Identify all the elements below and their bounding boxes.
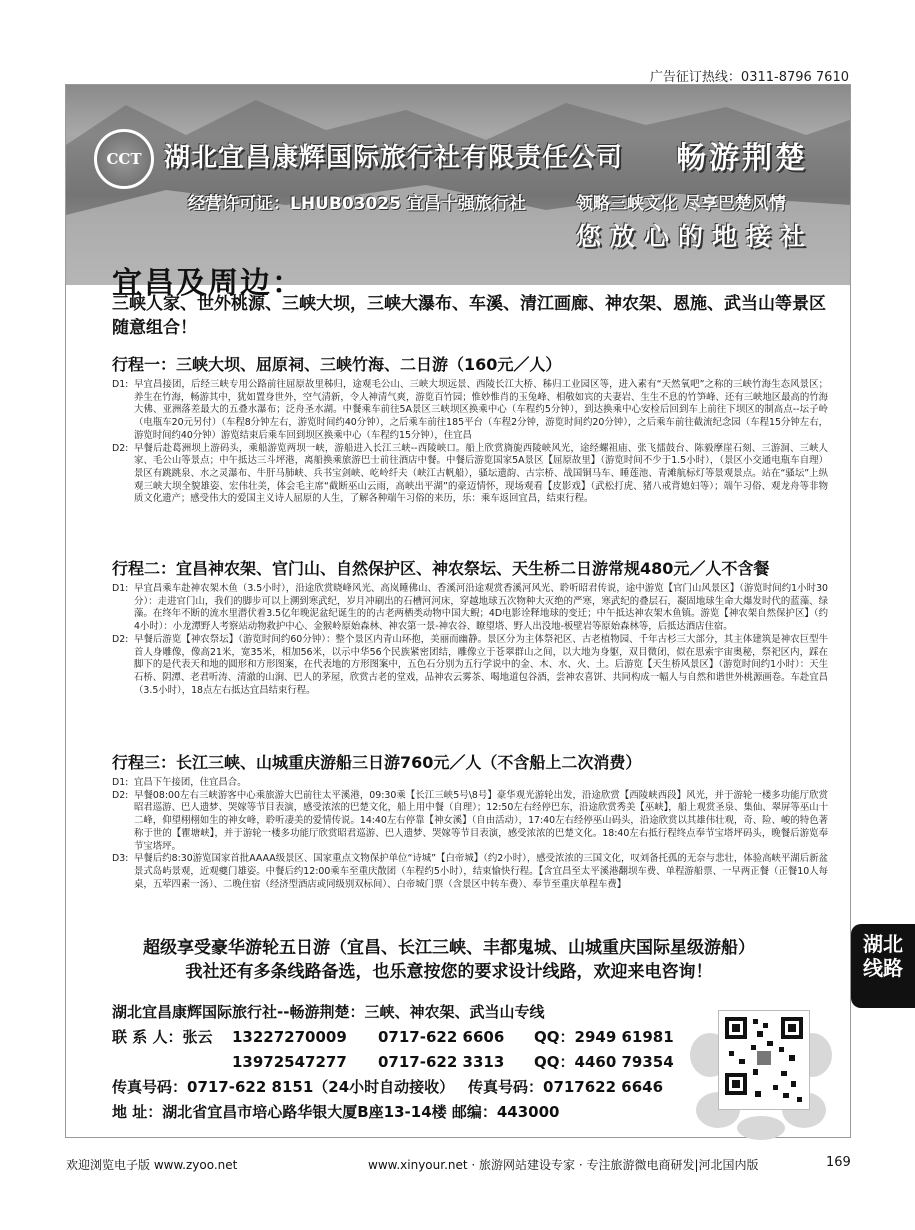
route-3 xyxy=(112,750,828,891)
fax-number: 传真号码：0717-622 8151（24小时自动接收） xyxy=(112,1078,455,1096)
promo-block xyxy=(84,936,814,984)
route-title: 行程二：宜昌神农架、官门山、自然保护区、神农祭坛、天生桥二日游常规480元／人不含餐 xyxy=(112,559,770,578)
route-day: D1: 宜昌下午接团，住宜昌合。 xyxy=(112,777,247,788)
qq-number[interactable]: QQ：4460 79354 xyxy=(534,1053,674,1071)
fax-row xyxy=(112,1075,682,1100)
contact-person: 联 系 人：张云 xyxy=(112,1028,213,1046)
contact-block xyxy=(112,1000,682,1125)
contact-heading: 湖北宜昌康辉国际旅行社--畅游荆楚：三峡、神农架、武当山专线 xyxy=(112,1003,545,1021)
route-day: D1: 早宜昌接团，后经三峡专用公路前往屈原故里秭归，途观毛公山、三峡大坝远景、西陵长江大桥、秭归工业园区等，进入素有“天然氧吧”之称的三峡竹海生态风景区；养生在竹海，畅游其中，犹如置身世外，空气清新，令人神清气爽，游览百竹园；惟妙惟肖的玉兔峰、相敬如宾的夫妻岩、生生不息的竹笋峰、还有三峡地区最高的竹海大佛、亚洲落差最大的五叠水瀑布；泛舟圣水湖。中餐乘车前往5A景区三峡坝区换乘中心（车程约5分钟），到达换乘中心安检后回到车上前往下坝区的制高点--坛子岭（电瓶车20元另付）（车程8分钟左右，游览时间约40分钟），之后乘车前往185平台（车程2分钟，游览时间约20分钟），之后乘车前往截流纪念园（车程15分钟左右，游览时间约40分钟）游览结束后乘车回到坝区换乘中心（车程约15分钟），住宜昌 xyxy=(112,379,828,441)
route-day: D3: 早餐后约8:30游览国家首批AAAA级景区、国家重点文物保护单位“诗城”【白帝城】（约2小时），感受浓浓的三国文化，叹刘备托孤的无奈与悲壮，体验高峡平湖后新盆景式岛屿景观，近观夔门雄姿。中餐后约12:00乘车至重庆散团（车程约5小时），结束愉快行程。【含宜昌至太平溪港翻坝车费、单程游船票、一早两正餐（正餐10人每桌，五荤四素一汤）、二晚住宿（经济型酒店或同级别双标间）、白帝城门票（含景区中转车费）、奉节至重庆单程车费】 xyxy=(112,853,828,890)
route-1 xyxy=(112,352,828,506)
mobile-number[interactable]: 13972547277 xyxy=(232,1053,347,1071)
contact-row-2 xyxy=(112,1050,682,1075)
page-number: 169 xyxy=(826,1155,851,1170)
route-day: D2: 早餐后游览【神农祭坛】（游览时间约60分钟）：整个景区内青山环抱，美丽而幽静。景区分为主体祭祀区、古老植物园、千年古杉三大部分，其主体建筑是神农巨型牛首人身雕像，像高21米，宽35米，相加56米，以示中华56个民族紧密团结，雕像立于苍翠群山之间，以大地为身躯，双目微闭，似在思索宇宙奥秘，祭祀区内，踩在脚下的是代表天和地的圆形和方形图案，在代表地的方形图案中，五色石分别为五行学说中的金、木、水、火、土。后游览【天生桥风景区】（游览时间约1小时）：天生石桥、阴潭、老君听涛、清澈的山涧、巴人的茅屋，欣赏古老的堂戏，品神农云雾茶、喝地道包谷酒，尝神农喜饼、共同构成一幅人与自然和谐世外桃源画卷。车赴宜昌（3.5小时），18点左右抵达宜昌结束行程。 xyxy=(112,633,828,696)
license-number: 经营许可证：LHUB03025 宜昌十强旅行社 xyxy=(188,194,526,214)
mountain-background xyxy=(66,85,850,285)
telephone-number[interactable]: 0717-622 3313 xyxy=(378,1053,505,1071)
qr-code-icon xyxy=(719,1011,809,1109)
mobile-number[interactable]: 13227270009 xyxy=(232,1028,347,1046)
route-title: 行程三：长江三峡、山城重庆游船三日游760元／人（不含船上二次消费） xyxy=(112,753,642,772)
route-title: 行程一：三峡大坝、屈原祠、三峡竹海、二日游（160元／人） xyxy=(112,355,562,374)
intro-text: 三峡人家、世外桃源、三峡大坝，三峡大瀑布、车溪、清江画廊、神农架、恩施、武当山等景区随意组合！ xyxy=(112,294,826,338)
promo-line-1: 超级享受豪华游轮五日游（宜昌、长江三峡、丰都鬼城、山城重庆国际星级游船） xyxy=(143,938,755,958)
route-2 xyxy=(112,556,828,697)
telephone-number[interactable]: 0717-622 6606 xyxy=(378,1028,505,1046)
fax-number: 传真号码：0717622 6646 xyxy=(468,1078,664,1096)
section-tab-hubei-routes: 湖北 线路 xyxy=(851,924,915,1008)
footer-sponsor[interactable]: www.xinyour.net · 旅游网站建设专家 · 专注旅游微电商研发|河北国内版 xyxy=(368,1158,759,1172)
company-name: 湖北宜昌康辉国际旅行社有限责任公司 xyxy=(164,143,624,173)
ad-hotline: 广告征订热线：0311-8796 7610 xyxy=(649,70,849,85)
route-day: D2: 早餐后赴葛洲坝上游码头，乘船游览两坝一峡，游船进入长江三峡--西陵峡口。船上欣赏旖旎西陵峡风光，途经螺祖庙、张飞擂鼓台、陈毅摩崖石刻、三游洞、三峡人家、毛公山等景点；中午抵达三斗坪港，离船换乘旅游巴士前往酒店中餐。中餐后游览国家5A景区【屈原故里】（游览时间不少于1.5小时），（景区小交通电瓶车自理）景区有跳跳泉、水之灵瀑布、牛肝马肺峡、兵书宝剑峡、屹岭纤夫（峡江古帆船），骚坛遗韵、古宗桥、战国铜马车、睡莲池、青滩航标灯等景观景点。站在“骚坛”上纵观三峡大坝全貌雄姿、宏伟壮美，体会毛主席“截断巫山云雨，高峡出平湖”的豪迈情怀，现场观看【皮影戏】（武松打虎、猪八戒背媳妇等）；端午习俗、观龙舟等非物质文化遗产；感受伟大的爱国主义诗人屈原的人生，了解各种端午习俗的来历，乐：乘车返回宜昌，结束行程。 xyxy=(112,442,828,505)
header-banner xyxy=(66,85,850,285)
contact-row-1 xyxy=(112,1025,682,1050)
route-day: D1: 早宜昌乘车赴神农架木鱼（3.5小时），沿途欣赏晓峰风光、高岚睡佛山、香溪河沿途观赏香溪河风光、聆听昭君传说，途中游览【官门山风景区】（游览时间约1小时30分）：走进官门山，我们的脚步可以上溯到寒武纪，岁月冲刷出的石槽河河床，穿越地球五次物种大灭绝的严寒，寒武纪的叠层石，凝固地球生命大爆发时代的蓝藻、绿藻。在终年不断的流水里潜伏着3.5亿年晚泥盆纪诞生的的古老两栖类动物中国大鲵；4D电影诠释地球的变迁；中午抵达神农架木鱼镇。游览【神农架自然保护区】（约4小时）：小龙潭野人考察站动物救护中心、金猴岭原始森林、神农第一景-神农谷、瞭望塔、野人出没地-板壁岩等原始森林等，后抵达酒店住宿。 xyxy=(112,583,828,633)
tagline: 领略三峡文化 尽享巴楚风情 xyxy=(576,194,786,214)
route-day: D2: 早餐08:00左右三峡游客中心乘旅游大巴前往太平溪港，09:30乘【长江三峡5号\8号】豪华观光游轮出发，沿途欣赏【西陵峡西段】风光，并于游轮一楼多功能厅欣赏昭君巡游、巴人遗梦、哭嫁等节目表演，感受浓浓的巴楚文化，船上用中餐（自理）；12:50左右经停巴东，沿途欣赏秀美【巫峡】，船上观赏圣泉、集仙、翠屏等巫山十二峰，仰望栩栩如生的神女峰，聆听凄美的爱情传说。14:40左右停靠【神女溪】（自由活动），17:40左右经停巫山码头，沿途欣赏以其雄伟壮观，奇、险、峻的特色著称于世的【瞿塘峡】，并于游轮一楼多功能厅欣赏昭君巡游、巴人遗梦、哭嫁等节目表演，感受浓浓的巴楚文化。18:40左右抵行程终点奉节宝塔坪码头，晚餐后游览奉节宝塔坪。 xyxy=(112,789,828,852)
cct-logo: CCT xyxy=(94,129,154,189)
address-row: 地 址：湖北省宜昌市培心路华银大厦B座13-14楼 邮编：443000 xyxy=(112,1103,560,1121)
promo-line-2: 我社还有多条线路备选，也乐意按您的要求设计线路，欢迎来电咨询！ xyxy=(185,962,713,982)
qq-number[interactable]: QQ：2949 61981 xyxy=(534,1028,674,1046)
intro-title: 宜昌及周边： xyxy=(112,266,304,301)
footer-website[interactable]: 欢迎浏览电子版 www.zyoo.net xyxy=(66,1158,238,1172)
wechat-qr-code[interactable] xyxy=(718,1010,810,1110)
reassure-slogan: 您放心的地接社 xyxy=(576,222,815,251)
slogan: 畅游荆楚 xyxy=(676,141,808,176)
